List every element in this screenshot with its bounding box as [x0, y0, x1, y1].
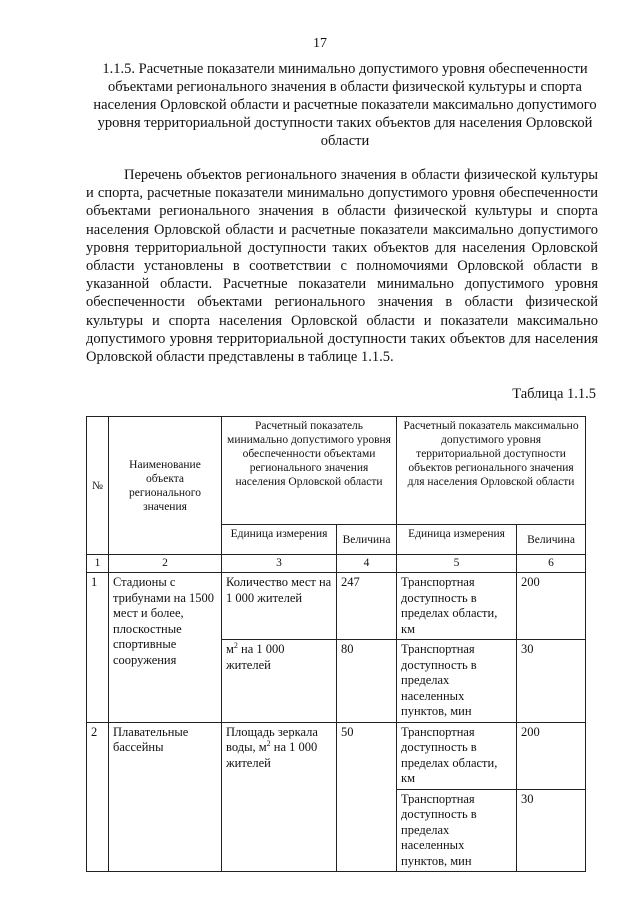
header-unit: Единица измерения	[222, 525, 337, 555]
column-number: 5	[397, 555, 517, 573]
min-value: 50	[337, 722, 397, 872]
page-number: 17	[313, 36, 327, 51]
max-value: 30	[517, 789, 586, 872]
header-min-provision: Расчетный показатель минимально допустимого уровня обеспеченности объектами регионального значения населения Орловской области	[222, 417, 397, 525]
min-value: 247	[337, 573, 397, 640]
header-number: №	[87, 417, 109, 555]
object-name: Плавательные бассейны	[109, 722, 222, 872]
min-unit: Количество мест на 1 000 жителей	[222, 573, 337, 640]
max-value: 200	[517, 573, 586, 640]
max-value: 30	[517, 640, 586, 723]
header-unit: Единица измерения	[397, 525, 517, 555]
column-number: 2	[109, 555, 222, 573]
min-value: 80	[337, 640, 397, 723]
header-value: Величина	[517, 525, 586, 555]
column-number: 1	[87, 555, 109, 573]
column-number: 4	[337, 555, 397, 573]
max-unit: Транспортная доступность в пределах населенных пунктов, мин	[397, 640, 517, 723]
column-number: 3	[222, 555, 337, 573]
max-unit: Транспортная доступность в пределах области, км	[397, 722, 517, 789]
header-max-accessibility: Расчетный показатель максимально допустимого уровня территориальной доступности объектов регионального значения для населения Орловской области	[397, 417, 586, 525]
table-row	[87, 722, 586, 789]
max-unit: Транспортная доступность в пределах населенных пунктов, мин	[397, 789, 517, 872]
indicators-table	[86, 416, 586, 872]
row-number: 1	[87, 573, 109, 723]
min-unit: Площадь зеркала воды, $м^2$ на 1 000 жителей	[222, 722, 337, 872]
header-value: Величина	[337, 525, 397, 555]
max-unit: Транспортная доступность в пределах области, км	[397, 573, 517, 640]
min-unit: $м^2$ на 1 000 жителей	[222, 640, 337, 723]
table-caption: Таблица 1.1.5	[512, 386, 596, 402]
header-object-name: Наименование объекта регионального значения	[109, 417, 222, 555]
table-row	[87, 573, 586, 640]
column-number: 6	[517, 555, 586, 573]
body-paragraph: Перечень объектов регионального значения в области физической культуры и спорта, расчетные показатели минимально допустимого уровня обеспеченности объектами регионального значения в области физической культуры и спорта населения Орловской области и расчетные показатели максимально допустимого уровня территориальной доступности таких объектов для населения Орловской области установлены в соответствии с полномочиями Орловской области в указанной области. Расчетные показатели минимально допустимого уровня обеспеченности объектами регионального значения в области физической культуры и спорта населения Орловской области и показатели максимально допустимого уровня территориальной доступности таких объектов для населения Орловской области представлены в таблице 1.1.5.	[86, 167, 598, 366]
column-numbers-row	[87, 555, 586, 573]
max-value: 200	[517, 722, 586, 789]
object-name: Стадионы с трибунами на 1500 мест и более, плоскостные спортивные сооружения	[109, 573, 222, 723]
row-number: 2	[87, 722, 109, 872]
section-heading: 1.1.5. Расчетные показатели минимально допустимого уровня обеспеченности объектами регионального значения в области физической культуры и спорта населения Орловской области и расчетные показатели максимально допустимого уровня территориальной доступности таких объектов для населения Орловской области	[93, 61, 597, 149]
